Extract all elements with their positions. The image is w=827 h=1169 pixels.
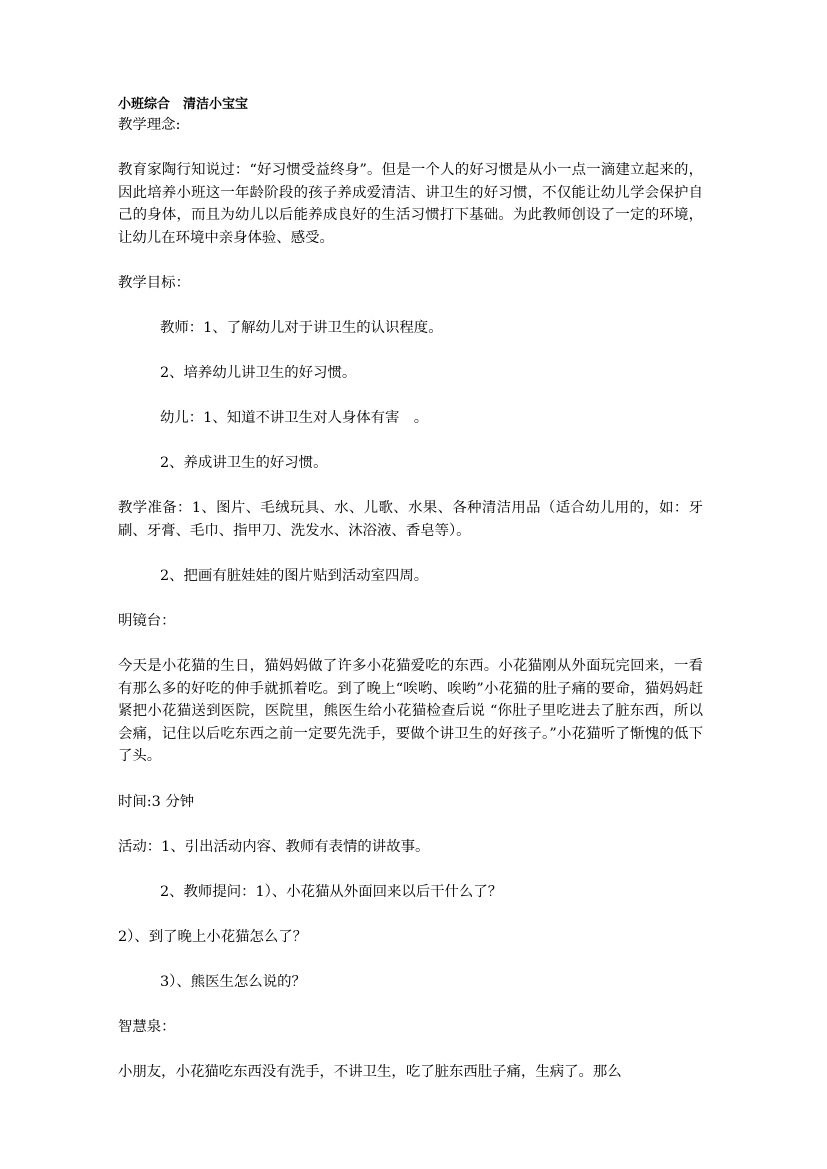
spacer bbox=[118, 993, 703, 1015]
spacer bbox=[118, 587, 703, 609]
spacer bbox=[118, 542, 703, 564]
spacer bbox=[118, 136, 703, 157]
question-2: 2）、到了晚上小花猫怎么了？ bbox=[118, 928, 308, 945]
spacer bbox=[118, 1038, 703, 1060]
spacer bbox=[118, 813, 703, 835]
document-page bbox=[118, 96, 703, 1083]
goal-teacher-1: 教师：1、了解幼儿对于讲卫生的认识程度。 bbox=[160, 320, 443, 336]
spacer bbox=[118, 474, 703, 496]
spacer bbox=[118, 249, 703, 271]
activity-2: 2、教师提问：1）、小花猫从外面回来以后干什么了？ bbox=[160, 883, 503, 900]
spacer bbox=[118, 429, 703, 451]
wisdom-heading: 智慧泉： bbox=[118, 1018, 176, 1035]
philosophy-paragraph: 教育家陶行知说过：“好习惯受益终身”。但是一个人的好习惯是从小一点一滴建立起来的，因此培养小班这一年龄阶段的孩子养成爱清洁、讲卫生的好习惯，不仅能让幼儿学会保护自己的身体，而且为幼儿以后能养成良好的生活习惯打下基础。为此教师创设了一定的环境，让幼儿在环境中亲身体验、感受。 bbox=[118, 162, 703, 246]
goals-heading: 教学目标： bbox=[118, 275, 190, 291]
mirror-heading: 明镜台： bbox=[118, 613, 176, 629]
spacer bbox=[118, 384, 703, 406]
preparation-paragraph: 教学准备：1、图片、毛绒玩具、水、儿歌、水果、各种清洁用品（适合幼儿用的，如：牙刷、牙膏、毛巾、指甲刀、洗发水、沐浴液、香皂等）。 bbox=[118, 500, 703, 539]
preparation-item-2: 2、把画有脏娃娃的图片贴到活动室四周。 bbox=[160, 568, 429, 584]
spacer bbox=[118, 903, 703, 925]
spacer bbox=[118, 948, 703, 970]
goal-child-2: 2、养成讲卫生的好习惯。 bbox=[160, 455, 328, 471]
document-title: 小班综合 清洁小宝宝 bbox=[118, 97, 249, 112]
spacer bbox=[118, 768, 703, 790]
wisdom-paragraph: 小朋友，小花猫吃东西没有洗手，不讲卫生，吃了脏东西肚子痛，生病了。那么 bbox=[118, 1063, 622, 1080]
spacer bbox=[118, 294, 703, 316]
question-3: 3）、熊医生怎么说的？ bbox=[160, 973, 306, 990]
spacer bbox=[118, 339, 703, 361]
philosophy-heading: 教学理念: bbox=[118, 117, 181, 133]
goal-child-1: 幼儿：1、知道不讲卫生对人身体有害 。 bbox=[160, 410, 429, 426]
spacer bbox=[118, 632, 703, 654]
time-line: 时间:3 分钟 bbox=[118, 793, 195, 810]
goal-teacher-2: 2、培养幼儿讲卫生的好习惯。 bbox=[160, 365, 357, 381]
activity-1: 活动：1、引出活动内容、教师有表情的讲故事。 bbox=[118, 838, 430, 855]
spacer bbox=[118, 858, 703, 880]
story-paragraph: 今天是小花猫的生日，猫妈妈做了许多小花猫爱吃的东西。小花猫刚从外面玩完回来，一看有那么多的好吃的伸手就抓着吃。到了晚上“唉哟、唉哟”小花猫的肚子痛的要命，猫妈妈赶紧把小花猫送到医院，医院里，熊医生给小花猫检查后说 “你肚子里吃进去了脏东西，所以会痛，记住以后吃东西之前一定要先洗手，要做个讲卫生的好孩子。”小花猫听了惭愧的低下了头。 bbox=[118, 658, 703, 764]
